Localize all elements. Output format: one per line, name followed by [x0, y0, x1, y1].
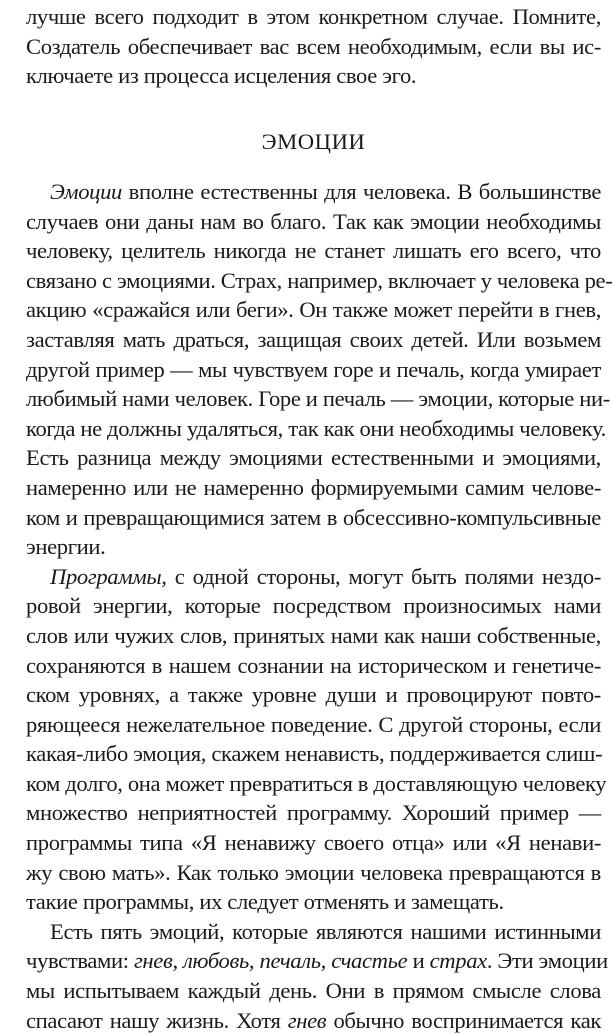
separator: ,	[248, 948, 260, 974]
text-line: ком и превращающимися затем в обсессивно-компульсивные	[26, 504, 601, 530]
text-line	[26, 1006, 601, 1035]
book-page	[26, 0, 613, 1033]
text-line: Создатель обеспечивает вас всем необходимым, если вы ис-	[26, 33, 601, 59]
term-emotions: Эмоции	[50, 179, 122, 204]
body-text	[26, 177, 613, 1035]
section-heading: ЭМОЦИИ	[261, 129, 366, 154]
text-line: какая-либо эмоция, скажем ненависть, поддерживается слиш-	[26, 741, 603, 767]
text-line: такие программы, их следует отменять и замещать.	[26, 889, 504, 915]
separator: и	[407, 948, 430, 974]
text-fragment: с одной стороны, могут быть полями нездо-	[166, 563, 601, 589]
text-line: ключаете из процесса исцеления свое эго.	[26, 63, 417, 89]
text-line: Есть разница между эмоциями естественными и эмоциями,	[26, 445, 601, 471]
term-anger: гнев	[133, 948, 173, 974]
text-fragment: вполне естественны для человека. В большинстве	[121, 179, 601, 204]
text-line: сохраняются в нашем сознании на историческом и генетиче-	[26, 652, 601, 678]
text-line: ском уровнях, а также уровне души и провоцируют повто-	[26, 682, 601, 708]
text-line: ком долго, она может превратиться в доставляющую человеку	[26, 770, 607, 796]
text-line: связано с эмоциями. Страх, например, включает у человека ре-	[26, 267, 613, 293]
term-love: любовь	[183, 948, 249, 974]
top-paragraph	[26, 2, 601, 91]
text-line: слов или чужих слов, принятых нами как наши собственные,	[26, 622, 601, 648]
paragraph-five-emotions-first-line: Есть пять эмоций, которые являются нашими истинными	[50, 918, 601, 944]
term-happiness: счастье	[331, 948, 408, 974]
text-line: ровой энергии, которые посредством произносимых нами	[26, 593, 601, 619]
text-line: намеренно или не намеренно формируемыми самим челове-	[26, 474, 601, 500]
term-anger: гнев	[287, 1007, 327, 1033]
text-line: акцию «сражайся или беги». Он также может перейти в гнев,	[26, 297, 601, 323]
paragraph-programs-first-line	[26, 562, 601, 592]
text-line: случаев они даны нам во благо. Так как эмоции необходимы	[26, 208, 601, 234]
text-line: мы испытываем каждый день. Они в прямом смысле слова	[26, 978, 601, 1004]
text-line: другой пример — мы чувствуем горе и печаль, когда умирает	[26, 356, 601, 382]
text-fragment: обычно воспринимается как	[326, 1007, 602, 1033]
text-line: жу свою мать». Как только эмоции человека превращаются в	[26, 859, 601, 885]
text-line: когда не должны удаляться, так как они необходимы человеку.	[26, 415, 606, 441]
term-programs: Программы,	[50, 563, 167, 589]
text-line: заставляя мать драться, защищая своих детей. Или возьмем	[26, 326, 601, 352]
text-line: программы типа «Я ненавижу своего отца» или «Я ненави-	[26, 830, 601, 856]
text-fragment: . Эти эмоции	[486, 948, 608, 974]
text-line-emotions-list	[26, 946, 608, 976]
term-fear: страх	[429, 948, 487, 974]
text-line: любимый нами человек. Горе и печаль — эмоции, которые ни-	[26, 386, 610, 412]
separator: ,	[172, 948, 184, 974]
text-line: множество неприятностей программу. Хороший пример —	[26, 800, 601, 826]
text-fragment: спасают нашу жизнь. Хотя	[26, 1007, 288, 1033]
text-line: энергии.	[26, 534, 106, 560]
term-sadness: печаль	[259, 948, 321, 974]
text-fragment: чувствами:	[26, 948, 134, 974]
paragraph-emotions-first-line	[26, 177, 601, 207]
text-line: лучше всего подходит в этом конкретном случае. Помните,	[26, 4, 601, 29]
text-line: ряющееся нежелательное поведение. С другой стороны, если	[26, 711, 601, 737]
text-line: человеку, целитель никогда не станет лишать его всего, что	[26, 238, 601, 264]
separator: ,	[320, 948, 332, 974]
